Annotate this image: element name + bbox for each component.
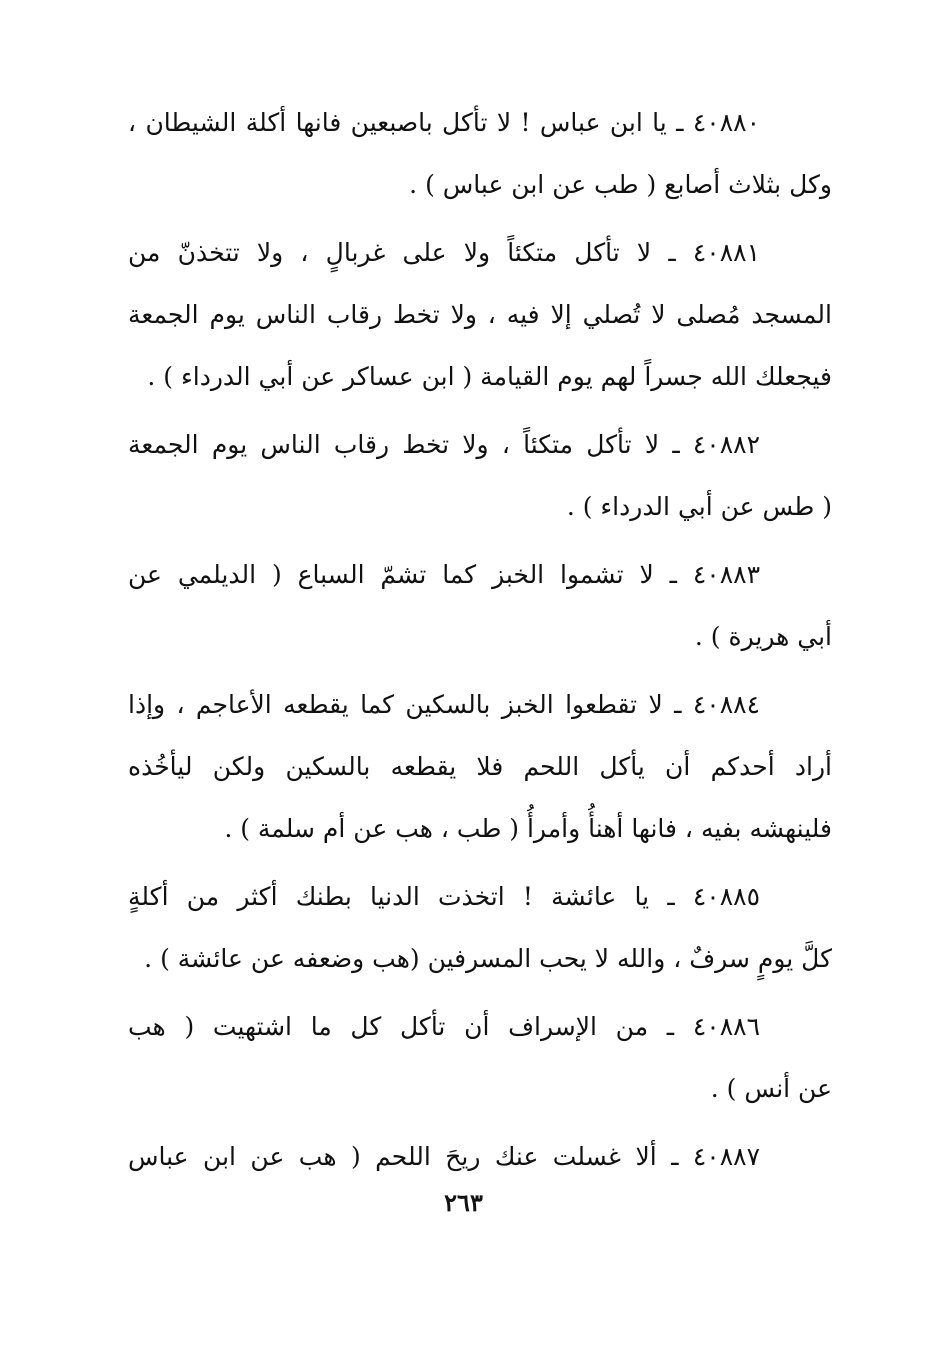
hadith-entry [128,866,832,990]
entry-line: فيجعلك الله جسراً لهم يوم القيامة ( ابن عساكر عن أبي الدرداء ) . [147,362,832,391]
entry-line: أبي هريرة ) . [694,622,832,651]
hadith-entry [128,996,832,1120]
hadith-entry [128,92,832,216]
page-number: ٢٦٣ [444,1188,483,1217]
entry-line: ٤٠٨٨٦ ـ من الإسراف أن تأكل كل ما اشتهيت ( هب [128,1012,760,1041]
entry-line: فلينهشه بفيه ، فانها أهنأُ وأمرأُ ( طب ، هب عن أم سلمة ) . [224,814,832,843]
hadith-entry [128,222,832,408]
hadith-entry [128,544,832,668]
entry-line: كلَّ يومٍ سرفٌ ، والله لا يحب المسرفين (هب وضعفه عن عائشة ) . [144,944,832,973]
entry-line: أراد أحدكم أن يأكل اللحم فلا يقطعه بالسكين ولكن ليأخُذه [128,752,832,781]
entry-line: ٤٠٨٨٧ ـ ألا غسلت عنك ريحَ اللحم ( هب عن ابن عباس [128,1142,760,1171]
entry-line: ٤٠٨٨٤ ـ لا تقطعوا الخبز بالسكين كما يقطعه الأعاجم ، وإذا [128,690,760,719]
entry-line: ٤٠٨٨٢ ـ لا تأكل متكئاً ، ولا تخط رقاب الناس يوم الجمعة [128,430,760,459]
entry-line: ( طس عن أبي الدرداء ) . [566,492,832,521]
entry-line: ٤٠٨٨١ ـ لا تأكل متكئاً ولا على غربالٍ ، ولا تتخذنّ من [128,238,760,267]
hadith-entries [128,92,832,1194]
entry-line: وكل بثلاث أصابع ( طب عن ابن عباس ) . [409,170,832,199]
entry-line: ٤٠٨٨٥ ـ يا عائشة ! اتخذت الدنيا بطنك أكثر من أكلةٍ [128,882,760,911]
hadith-entry [128,414,832,538]
hadith-entry [128,674,832,860]
hadith-entry [128,1126,832,1188]
entry-line: المسجد مُصلى لا تُصلي إلا فيه ، ولا تخط رقاب الناس يوم الجمعة [128,300,832,329]
entry-line: ٤٠٨٨٠ ـ يا ابن عباس ! لا تأكل باصبعين فانها أكلة الشيطان ، [128,108,760,137]
entry-line: عن أنس ) . [710,1074,832,1103]
entry-line: ٤٠٨٨٣ ـ لا تشموا الخبز كما تشمّ السباع ( الديلمي عن [128,560,760,589]
